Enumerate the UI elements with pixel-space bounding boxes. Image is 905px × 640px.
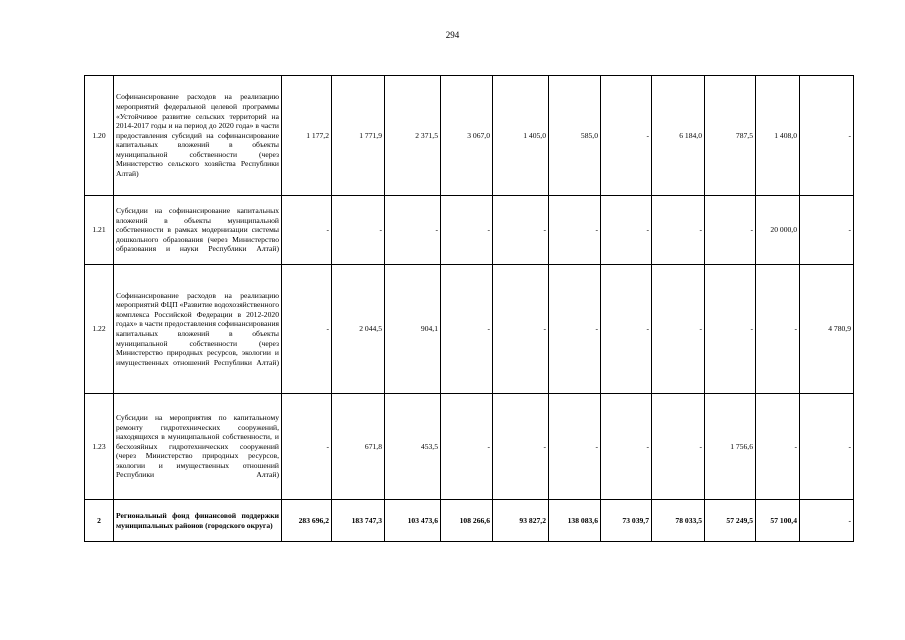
value-cell: - [441,265,493,394]
value-cell: 671,8 [332,394,385,500]
value-cell: - [282,196,332,265]
value-cell: - [332,196,385,265]
value-cell: 787,5 [705,76,756,196]
value-cell: 103 473,6 [385,500,441,542]
value-cell: - [493,265,549,394]
table-row [85,196,854,265]
value-cell: 138 083,6 [549,500,601,542]
value-cell: - [756,394,800,500]
value-cell: 2 371,5 [385,76,441,196]
value-cell: - [652,394,705,500]
value-cell: 6 184,0 [652,76,705,196]
value-cell: - [601,76,652,196]
value-cell: 1 405,0 [493,76,549,196]
value-cell: 453,5 [385,394,441,500]
value-cell: 73 039,7 [601,500,652,542]
value-cell: - [282,394,332,500]
value-cell: 2 044,5 [332,265,385,394]
value-cell: - [441,196,493,265]
value-cell: 1 408,0 [756,76,800,196]
value-cell: - [756,265,800,394]
value-cell: - [601,265,652,394]
value-cell: - [652,196,705,265]
row-description: Субсидии на софинансирование капитальных вложений в объекты муниципальной собственности в рамках модернизации системы дошкольного образования (через Министерство образования и науки Республики Алтай) [114,196,282,265]
value-cell: 183 747,3 [332,500,385,542]
value-cell: 3 067,0 [441,76,493,196]
table-row [85,76,854,196]
value-cell: 4 780,9 [800,265,854,394]
value-cell: - [441,394,493,500]
table-row [85,500,854,542]
row-code: 1.20 [85,76,114,196]
row-code: 1.22 [85,265,114,394]
value-cell: 1 177,2 [282,76,332,196]
value-cell: - [705,265,756,394]
table-row [85,265,854,394]
value-cell: - [385,196,441,265]
value-cell: - [493,196,549,265]
value-cell: 57 249,5 [705,500,756,542]
value-cell: 1 756,6 [705,394,756,500]
value-cell: 57 100,4 [756,500,800,542]
value-cell: 283 696,2 [282,500,332,542]
value-cell: 585,0 [549,76,601,196]
value-cell: - [800,76,854,196]
value-cell: 20 000,0 [756,196,800,265]
value-cell: 93 827,2 [493,500,549,542]
value-cell: 108 266,6 [441,500,493,542]
row-description: Региональный фонд финансовой поддержки муниципальных районов (городского округа) [114,500,282,542]
page-number: 294 [445,30,460,40]
budget-table [84,75,854,542]
row-code: 1.23 [85,394,114,500]
table-row [85,394,854,500]
value-cell: - [800,196,854,265]
value-cell: - [800,394,854,500]
value-cell: 78 033,5 [652,500,705,542]
row-description: Софинансирование расходов на реализацию мероприятий ФЦП «Развитие водохозяйственного комплекса Российской Федерации в 2012-2020 годах» в части предоставления софинансирования капитальных вложений в объекты муниципальной собственности (через Министерство природных ресурсов, экологии и имущественных отношений Республики Алтай) [114,265,282,394]
value-cell: - [549,394,601,500]
row-description: Софинансирование расходов на реализацию мероприятий федеральной целевой программы «Устойчивое развитие сельских территорий на 2014-2017 годы и на период до 2020 года» в части предоставления субсидий на софинансирование капитальных вложений в объекты муниципальной собственности (через Министерство сельского хозяйства Республики Алтай) [114,76,282,196]
value-cell: - [800,500,854,542]
value-cell: - [652,265,705,394]
row-code: 1.21 [85,196,114,265]
row-description: Субсидии на мероприятия по капитальному ремонту гидротехнических сооружений, находящихся в муниципальной собственности, и бесхозяйных гидротехнических сооружений (через Министерство природных ресурсов, экологии и имущественных отношений Республики Алтай) [114,394,282,500]
value-cell: - [601,196,652,265]
value-cell: 904,1 [385,265,441,394]
value-cell: - [549,196,601,265]
table-body [85,76,854,542]
row-code: 2 [85,500,114,542]
value-cell: - [549,265,601,394]
value-cell: - [705,196,756,265]
value-cell: 1 771,9 [332,76,385,196]
value-cell: - [493,394,549,500]
value-cell: - [601,394,652,500]
value-cell: - [282,265,332,394]
